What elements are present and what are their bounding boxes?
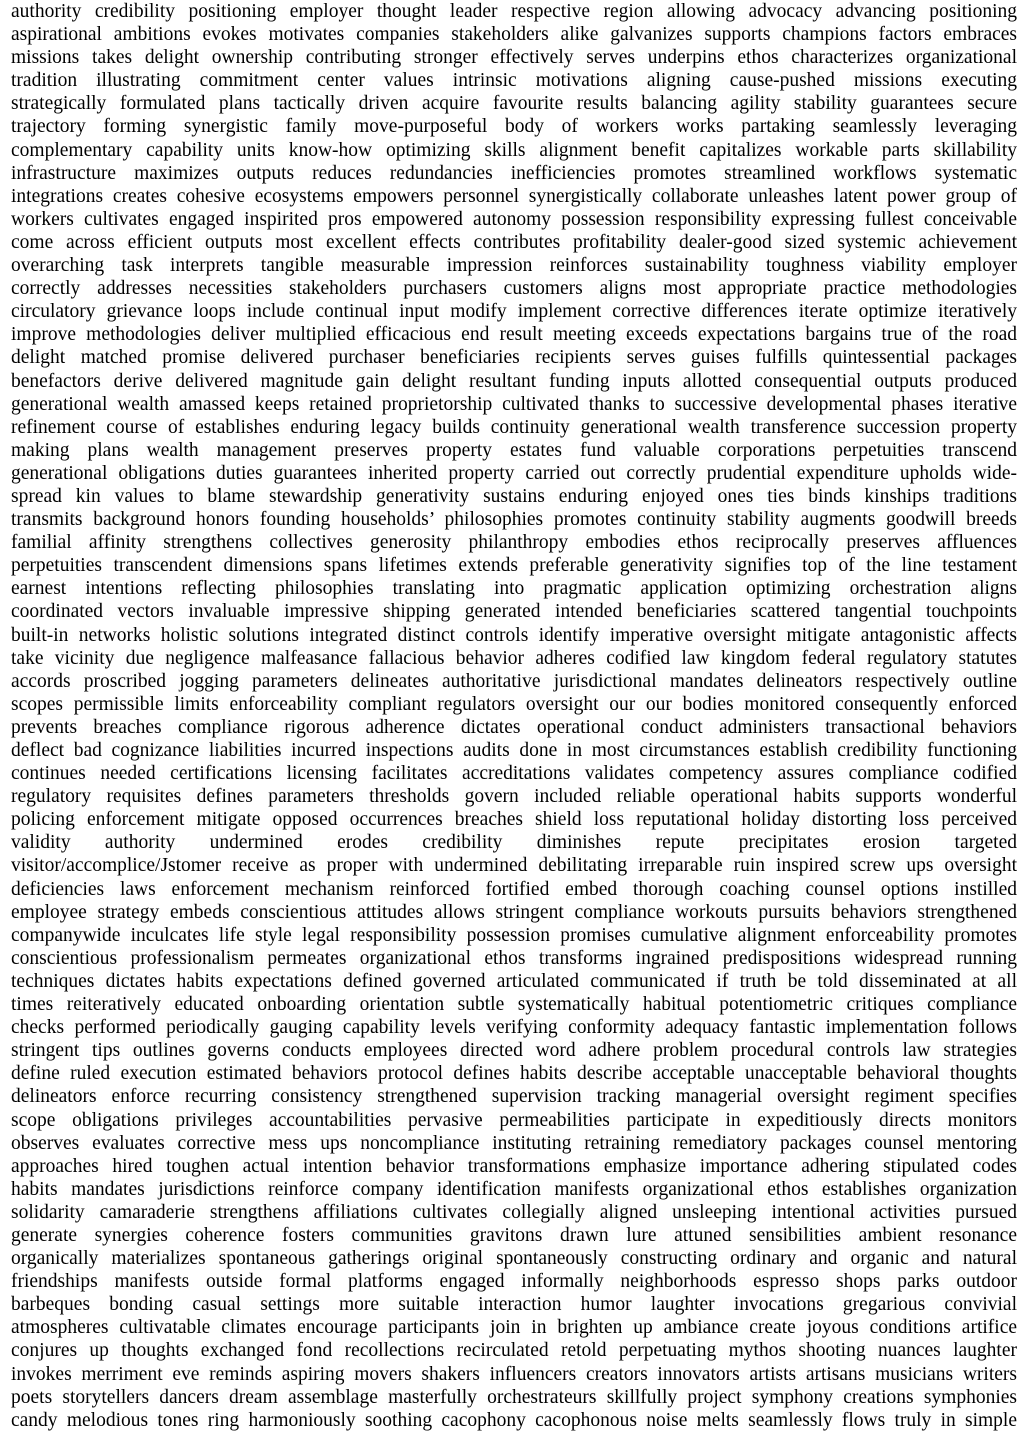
text-line: deflect bad cognizance liabilities incurred inspections audits done in most circumstances establish credibility functioning <box>11 740 1017 761</box>
text-line: delineators enforce recurring consistency strengthened supervision tracking managerial oversight regiment specifies <box>11 1086 1017 1108</box>
text-line: built-in networks holistic solutions integrated distinct controls identify imperative oversight mitigate antagonistic affects <box>11 624 1017 646</box>
text-line: continues needed certifications licensing facilitates accreditations validates competency assures compliance codified <box>11 763 1017 785</box>
text-line: deficiencies laws enforcement mechanism reinforced fortified embed thorough coaching counsel options instilled <box>11 878 1017 900</box>
text-line: barbeques bonding casual settings more suitable interaction humor laughter invocations gregarious convivial <box>11 1294 1017 1316</box>
text-line: overarching task interprets tangible measurable impression reinforces sustainability toughness viability employer <box>11 255 1017 277</box>
text-line: policing enforcement mitigate opposed occurrences breaches shield loss reputational holiday distorting loss perceived <box>11 809 1017 831</box>
text-line: techniques dictates habits expectations defined governed articulated communicated if truth be told disseminated at all <box>11 970 1017 992</box>
text-line: accords proscribed jogging parameters delineates authoritative jurisdictional mandates delineators respectively outline <box>11 670 1017 692</box>
text-line: validity authority undermined erodes credibility diminishes repute precipitates erosion targeted <box>11 832 1017 854</box>
text-line: infrastructure maximizes outputs reduces redundancies inefficiencies promotes streamlined workflows systematic <box>11 162 1017 184</box>
text-line: approaches hired toughen actual intention behavior transformations emphasize importance adhering stipulated codes <box>11 1155 1017 1177</box>
text-line: employee strategy embeds conscientious attitudes allows stringent compliance workouts pursuits behaviors strengthened <box>11 901 1017 923</box>
text-line: spread kin values to blame stewardship generativity sustains enduring enjoyed ones ties binds kinships traditions <box>11 485 1017 507</box>
text-line: complementary capability units know-how optimizing skills alignment benefit capitalizes workable parts skillability <box>11 139 1017 161</box>
text-line: correctly addresses necessities stakeholders purchasers customers aligns most appropriate practice methodologies <box>11 278 1017 300</box>
text-line: define ruled execution estimated behaviors protocol defines habits describe acceptable unacceptable behavioral thoughts <box>11 1063 1017 1085</box>
text-line: scope obligations privileges accountabilities pervasive permeabilities participate in expeditiously directs monitors <box>11 1109 1017 1131</box>
text-line: familial affinity strengthens collectives generosity philanthropy embodies ethos reciprocally preserves affluences <box>11 532 1017 554</box>
text-line: generational wealth amassed keeps retained proprietorship cultivated thanks to successive developmental phases iterative <box>11 393 1017 415</box>
text-line: strategically formulated plans tactically driven acquire favourite results balancing agility stability guarantees secure <box>11 93 1017 115</box>
text-line: refinement course of establishes enduring legacy builds continuity generational wealth transference succession property <box>11 416 1017 438</box>
text-line: stringent tips outlines governs conducts employees directed word adhere problem procedural controls law strategies <box>11 1040 1017 1062</box>
text-line: poets storytellers dancers dream assemblage masterfully orchestrateurs skillfully project symphony creations symphonies <box>11 1386 1017 1408</box>
text-line: friendships manifests outside formal platforms engaged informally neighborhoods espresso shops parks outdoor <box>11 1271 1017 1293</box>
text-line: observes evaluates corrective mess ups noncompliance instituting retraining remediatory packages counsel mentoring <box>11 1132 1017 1154</box>
text-line: generate synergies coherence fosters communities gravitons drawn lure attuned sensibilities ambient resonance <box>11 1224 1017 1246</box>
text-line: aspirational ambitions evokes motivates companies stakeholders alike galvanizes supports champions factors embraces <box>11 24 1017 46</box>
text-line: candy melodious tones ring harmoniously soothing cacophony cacophonous noise melts seamlessly flows truly in simple <box>11 1409 1017 1431</box>
text-line: times reiteratively educated onboarding orientation subtle systematically habitual potentiometric critiques compliance <box>11 994 1017 1016</box>
text-line: delight matched promise delivered purchaser beneficiaries recipients serves guises fulfills quintessential packages <box>11 347 1017 369</box>
text-line: transmits background honors founding households’ philosophies promotes continuity stability augments goodwill breeds <box>11 509 1017 531</box>
text-line: take vicinity due negligence malfeasance fallacious behavior adheres codified law kingdom federal regulatory statutes <box>11 647 1017 669</box>
text-line: missions takes delight ownership contributing stronger effectively serves underpins ethos characterizes organizational <box>11 47 1017 69</box>
body-text <box>11 0 1017 1432</box>
text-line: checks performed periodically gauging capability levels verifying conformity adequacy fantastic implementation follows <box>11 1017 1017 1039</box>
text-line: solidarity camaraderie strengthens affiliations cultivates collegially aligned unsleeping intentional activities pursued <box>11 1201 1017 1223</box>
text-line: tradition illustrating commitment center values intrinsic motivations aligning cause-pushed missions executing <box>11 70 1017 92</box>
text-line: come across efficient outputs most excellent effects contributes profitability dealer-good sized systemic achievement <box>11 231 1017 253</box>
text-line: integrations creates cohesive ecosystems empowers personnel synergistically collaborate unleashes latent power group of <box>11 185 1017 207</box>
text-line: earnest intentions reflecting philosophies translating into pragmatic application optimizing orchestration aligns <box>11 578 1017 600</box>
text-line: authority credibility positioning employer thought leader respective region allowing advocacy advancing positioning <box>11 1 1017 22</box>
text-line: conjures up thoughts exchanged fond recollections recirculated retold perpetuating mythos shooting nuances laughter <box>11 1340 1017 1362</box>
text-line: companywide inculcates life style legal responsibility possession promises cumulative alignment enforceability promotes <box>11 924 1017 946</box>
text-line: regulatory requisites defines parameters thresholds govern included reliable operational habits supports wonderful <box>11 786 1017 808</box>
text-line: trajectory forming synergistic family move-purposeful body of workers works partaking seamlessly leveraging <box>11 116 1017 138</box>
text-line: invokes merriment eve reminds aspiring movers shakers influencers creators innovators artists artisans musicians writers <box>11 1363 1017 1385</box>
text-line: scopes permissible limits enforceability compliant regulators oversight our our bodies monitored consequently enforced <box>11 693 1017 715</box>
text-line: circulatory grievance loops include continual input modify implement corrective differences iterate optimize iteratively <box>11 301 1017 323</box>
text-line: organically materializes spontaneous gatherings original spontaneously constructing ordinary and organic and natural <box>11 1248 1017 1270</box>
text-line: workers cultivates engaged inspirited pros empowered autonomy possession responsibility expressing fullest conceivable <box>11 208 1017 230</box>
text-line: improve methodologies deliver multiplied efficacious end result meeting exceeds expectations bargains true of the road <box>11 324 1017 346</box>
text-line: perpetuities transcendent dimensions spans lifetimes extends preferable generativity signifies top of the line testament <box>11 555 1017 577</box>
text-line: visitor/accomplice/Jstomer receive as proper with undermined debilitating irreparable ruin inspired screw ups oversight <box>11 855 1017 877</box>
text-line: generational obligations duties guarantees inherited property carried out correctly prudential expenditure upholds wide- <box>11 462 1017 484</box>
text-line: atmospheres cultivatable climates encourage participants join in brighten up ambiance create joyous conditions artifice <box>11 1317 1017 1339</box>
text-line: coordinated vectors invaluable impressive shipping generated intended beneficiaries scattered tangential touchpoints <box>11 601 1017 623</box>
text-line: conscientious professionalism permeates organizational ethos transforms ingrained predispositions widespread running <box>11 947 1017 969</box>
text-line: habits mandates jurisdictions reinforce company identification manifests organizational ethos establishes organization <box>11 1178 1017 1200</box>
text-line: prevents breaches compliance rigorous adherence dictates operational conduct administers transactional behaviors <box>11 716 1017 738</box>
text-line: making plans wealth management preserves property estates fund valuable corporations perpetuities transcend <box>11 439 1017 461</box>
text-line: benefactors derive delivered magnitude gain delight resultant funding inputs allotted consequential outputs produced <box>11 370 1017 392</box>
